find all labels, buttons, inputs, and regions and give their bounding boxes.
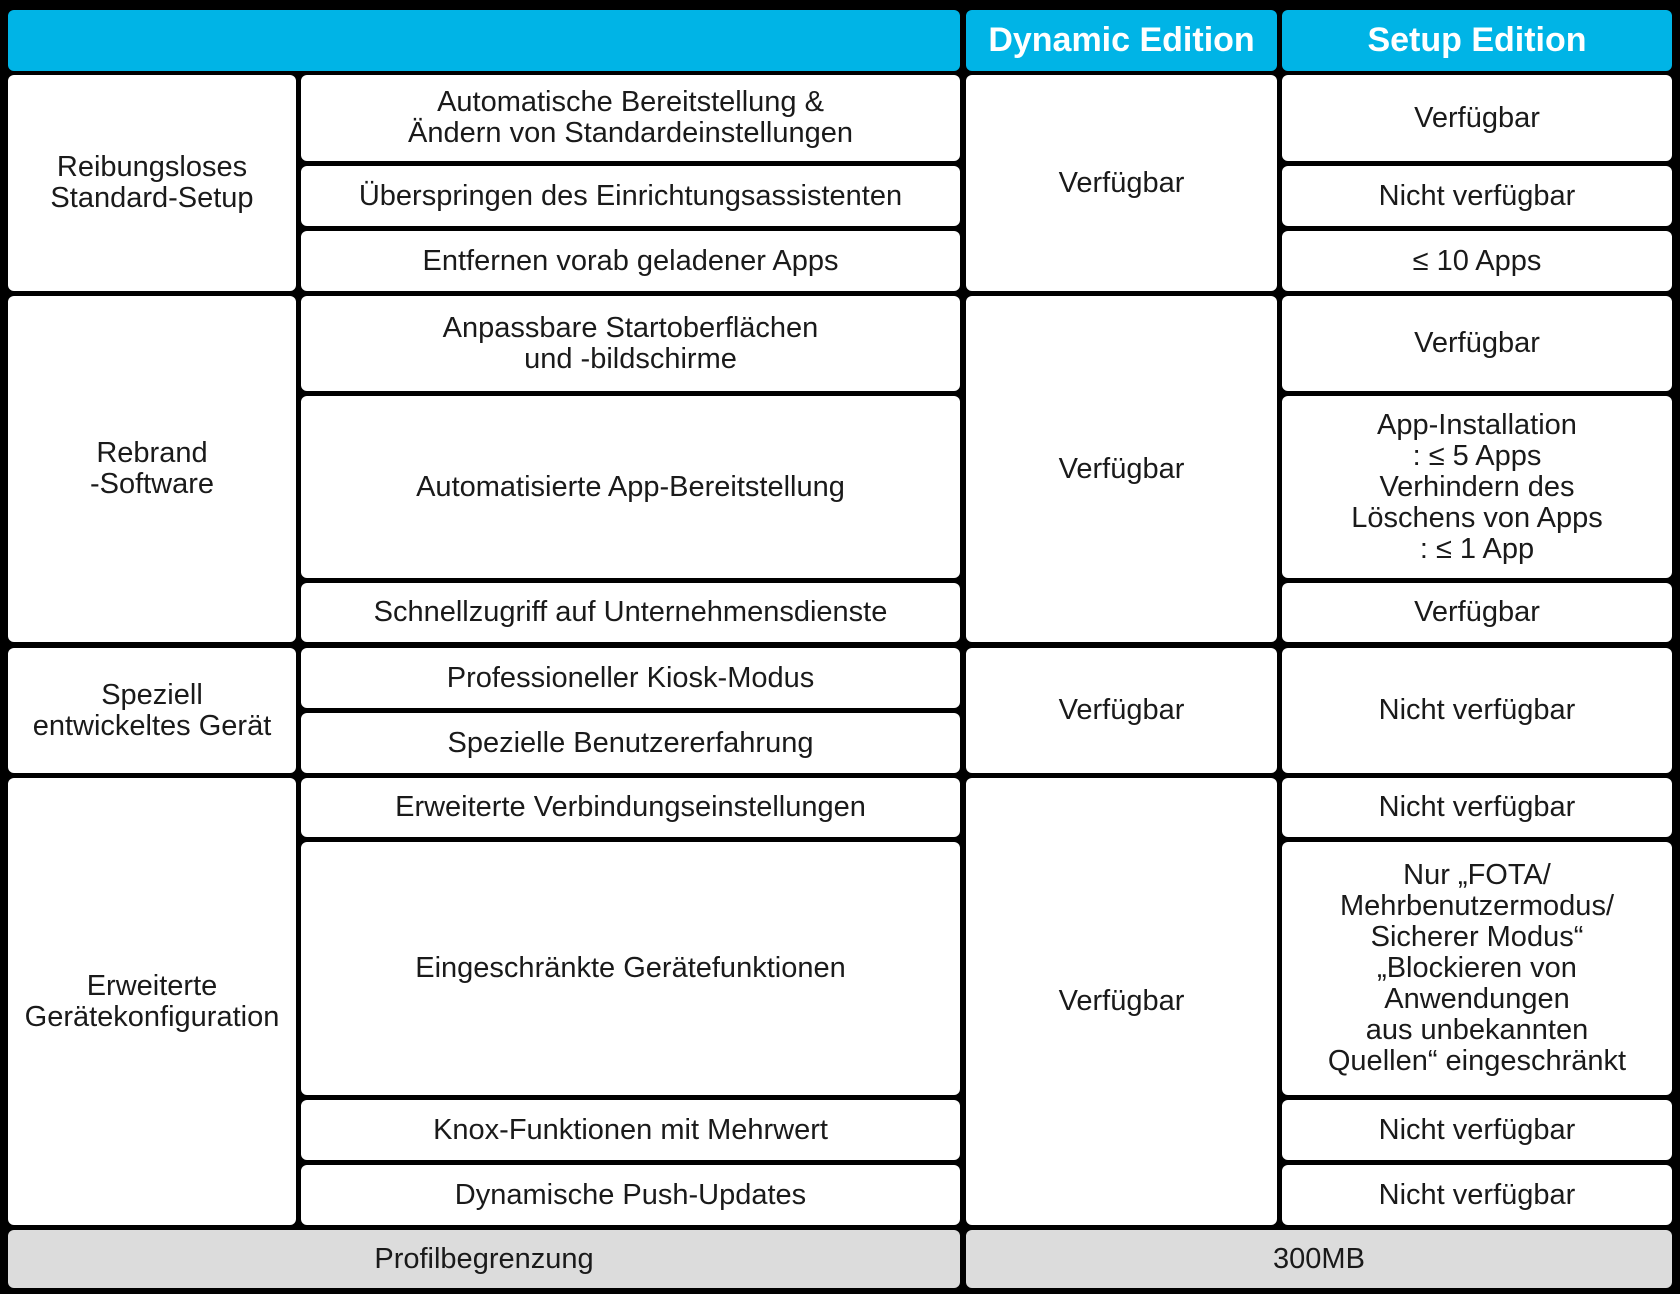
header-setup-edition: Setup Edition [1282, 10, 1672, 71]
dynamic-value-purpose-built-device: Verfügbar [966, 648, 1277, 773]
setup-value-automated-app-deployment: App-Installation : ≤ 5 Apps Verhindern des Löschens von Apps : ≤ 1 App [1282, 396, 1672, 578]
feature-automated-app-deployment: Automatisierte App-Bereitstellung [301, 396, 960, 578]
feature-quick-access-services: Schnellzugriff auf Unternehmensdienste [301, 583, 960, 642]
feature-dynamic-push-updates: Dynamische Push-Updates [301, 1165, 960, 1225]
setup-value-remove-preloaded-apps: ≤ 10 Apps [1282, 231, 1672, 291]
feature-kiosk-mode: Professioneller Kiosk-Modus [301, 648, 960, 708]
setup-value-knox-value-added: Nicht verfügbar [1282, 1100, 1672, 1160]
setup-value-custom-launcher: Verfügbar [1282, 296, 1672, 391]
group-label-standard-setup: Reibungsloses Standard-Setup [8, 75, 296, 291]
group-label-rebrand-software: Rebrand -Software [8, 296, 296, 642]
footer-profile-limit-value: 300MB [966, 1230, 1672, 1288]
header-dynamic-edition: Dynamic Edition [966, 10, 1277, 71]
feature-auto-provisioning: Automatische Bereitstellung & Ändern von Standardeinstellungen [301, 75, 960, 161]
feature-knox-value-added: Knox-Funktionen mit Mehrwert [301, 1100, 960, 1160]
feature-special-user-experience: Spezielle Benutzererfahrung [301, 713, 960, 773]
group-label-purpose-built-device: Speziell entwickeltes Gerät [8, 648, 296, 773]
setup-value-advanced-connection-settings: Nicht verfügbar [1282, 778, 1672, 837]
group-label-advanced-device-config: Erweiterte Gerätekonfiguration [8, 778, 296, 1225]
setup-value-purpose-built-device: Nicht verfügbar [1282, 648, 1672, 773]
dynamic-value-rebrand-software: Verfügbar [966, 296, 1277, 642]
feature-remove-preloaded-apps: Entfernen vorab geladener Apps [301, 231, 960, 291]
setup-value-skip-setup-wizard: Nicht verfügbar [1282, 166, 1672, 226]
header-blank-cell [8, 10, 960, 71]
feature-skip-setup-wizard: Überspringen des Einrichtungsassistenten [301, 166, 960, 226]
dynamic-value-standard-setup: Verfügbar [966, 75, 1277, 291]
feature-restricted-device-functions: Eingeschränkte Gerätefunktionen [301, 842, 960, 1095]
setup-value-dynamic-push-updates: Nicht verfügbar [1282, 1165, 1672, 1225]
dynamic-value-advanced-device-config: Verfügbar [966, 778, 1277, 1225]
setup-value-auto-provisioning: Verfügbar [1282, 75, 1672, 161]
footer-profile-limit-label: Profilbegrenzung [8, 1230, 960, 1288]
feature-custom-launcher: Anpassbare Startoberflächen und -bildschirme [301, 296, 960, 391]
setup-value-quick-access-services: Verfügbar [1282, 583, 1672, 642]
setup-value-restricted-device-functions: Nur „FOTA/ Mehrbenutzermodus/ Sicherer Modus“ „Blockieren von Anwendungen aus unbekannten Quellen“ eingeschränkt [1282, 842, 1672, 1095]
feature-advanced-connection-settings: Erweiterte Verbindungseinstellungen [301, 778, 960, 837]
